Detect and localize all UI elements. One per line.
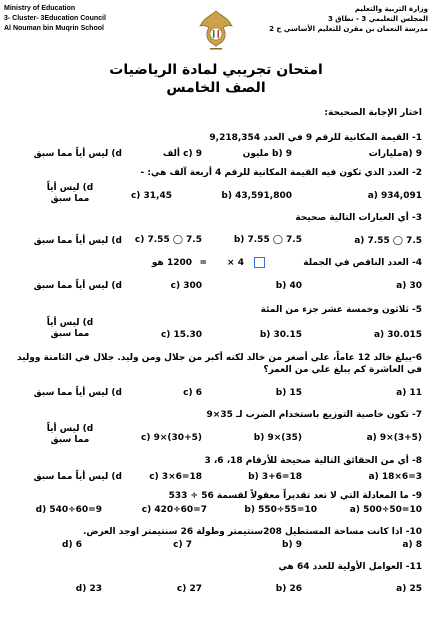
q3-option-b: b) 7.55 ◯ 7.5 <box>233 235 302 245</box>
q3-option-c: c) 7.55 ◯ 7.5 <box>134 235 202 245</box>
q11-option-b: b) 26 <box>275 584 302 594</box>
q2-option-b: b) 43,591,800 <box>221 191 292 201</box>
header-ministry-en: Ministry of Education <box>4 5 76 12</box>
q7-option-a: a) 9×(3+5) <box>366 433 422 443</box>
question-11: 11- العوامل الأولية للعدد 64 هي <box>278 562 422 572</box>
q5-option-d: d) ليس أياً مما سبق <box>46 318 94 339</box>
q10-option-b: b) 9 <box>282 540 302 550</box>
q10-option-d: d) 6 <box>62 540 82 550</box>
q4-multiplication: 4 × <box>227 258 244 268</box>
exam-subtitle: الصف الخامس <box>166 80 266 96</box>
missing-number-box <box>254 257 265 268</box>
q6-option-d: d) ليس أياً مما سبق <box>33 388 122 398</box>
header-school-ar: مدرسة النعمان بن مقرن للتعليم الأساسي ح 2 <box>269 25 428 33</box>
question-4: 4- العدد الناقص في الجملة <box>303 258 422 268</box>
header-left <box>4 4 106 34</box>
question-1: 1- القيمة المكانية للرقم 9 في العدد 9,218,354 <box>209 133 422 143</box>
q5-option-a: a) 30.015 <box>373 330 422 340</box>
q8-option-d: d) ليس أياً مما سبق <box>33 472 122 482</box>
q4-option-b: b) 40 <box>275 281 302 291</box>
question-2: 2- العدد الذي تكون فيه القيمة المكانية للرقم 4 أربعة آلف هي: - <box>140 168 422 178</box>
q5-option-c: c) 15.30 <box>160 330 202 340</box>
q4-product: 1200 هو <box>151 258 192 268</box>
q11-option-c: c) 27 <box>176 584 202 594</box>
q8-option-a: a) 18×6=3 <box>368 472 422 482</box>
q11-option-a: a) 25 <box>396 584 422 594</box>
q6-option-b: b) 15 <box>275 388 302 398</box>
q9-option-d: d) 540÷60=9 <box>35 505 102 515</box>
header-council-en: 3- Cluster- 3Education Council <box>4 15 106 22</box>
q10-option-c: c) 7 <box>173 540 192 550</box>
question-6: 6-يبلغ خالد 12 عاماً، علي أصغر من خالد لكنه أكبر من جلال ومن وليد. جلال في الثامنة ووليد في العاشرة كم يبلغ علي من العمر؟ <box>17 353 422 375</box>
q9-option-a: a) 500÷50=10 <box>349 505 422 515</box>
question-9: 9- ما المعادلة التي لا تعد تقديراً معقولاً لقسمة 56 ÷ 533 <box>168 491 422 501</box>
header-school-en: Al Nouman bin Muqrin School <box>4 25 104 32</box>
q2-option-d: d) ليس أياً مما سبق <box>46 183 94 204</box>
q8-option-b: b) 3+6=18 <box>248 472 302 482</box>
header-right <box>269 4 428 34</box>
instruction: اختار الإجابة الصحيحة: <box>324 108 422 118</box>
q8-option-c: c) 3×6=18 <box>149 472 202 482</box>
q3-option-d: d) ليس أياً مما سبق <box>33 236 122 246</box>
q4-option-a: a) 30 <box>396 281 422 291</box>
q1-option-a: a) 9مليارات <box>368 149 422 159</box>
q2-option-c: c) 31,45 <box>130 191 172 201</box>
question-3: 3- أي العبارات التالية صحيحة <box>295 213 422 223</box>
uae-emblem-icon <box>196 8 236 52</box>
q10-option-a: a) 8 <box>402 540 422 550</box>
q1-option-c: c) 9 ألف <box>162 149 202 159</box>
q4-option-d: d) ليس أياً مما سبق <box>33 281 122 291</box>
q5-option-b: b) 30.15 <box>259 330 302 340</box>
question-10: 10- اذا كانت مساحة المستطيل 208سنتيمتر وطولة 26 سنتيمتر اوجد العرض. <box>82 527 422 537</box>
q6-option-a: a) 11 <box>396 388 422 398</box>
exam-title: امتحان تجريبي لمادة الرياضيات <box>109 62 323 78</box>
q7-option-c: c) 9×(30+5) <box>141 433 202 443</box>
header-council-ar: المجلس التعليمي 3 - نطاق 3 <box>327 15 428 23</box>
q4-option-c: c) 300 <box>170 281 202 291</box>
q7-option-b: b) 9×(35) <box>253 433 302 443</box>
q4-equals: = <box>199 258 207 268</box>
q9-option-b: b) 550÷55=10 <box>244 505 317 515</box>
header-ministry-ar: وزارة التربية والتعليم <box>354 5 428 13</box>
q11-option-d: d) 23 <box>75 584 102 594</box>
q7-option-d: d) ليس أياً مما سبق <box>46 424 94 445</box>
q6-option-c: c) 6 <box>183 388 202 398</box>
q3-option-a: a) 7.55 ◯ 7.5 <box>354 236 422 246</box>
question-7: 7- تكون خاصية التوزيع باستخدام الضرب لـ 35×9 <box>206 410 422 420</box>
q1-option-d: d) ليس أياً مما سبق <box>33 149 122 159</box>
question-8: 8- أي من الحقائق التالية صحيحة للأرقام 18، 6، 3 <box>204 456 422 466</box>
q2-option-a: a) 934,091 <box>367 191 422 201</box>
q9-option-c: c) 420÷60=7 <box>141 505 207 515</box>
question-5: 5- ثلاثون وخمسة عشر جزء من المئة <box>260 305 422 315</box>
q1-option-b: b) 9 مليون <box>242 149 292 159</box>
